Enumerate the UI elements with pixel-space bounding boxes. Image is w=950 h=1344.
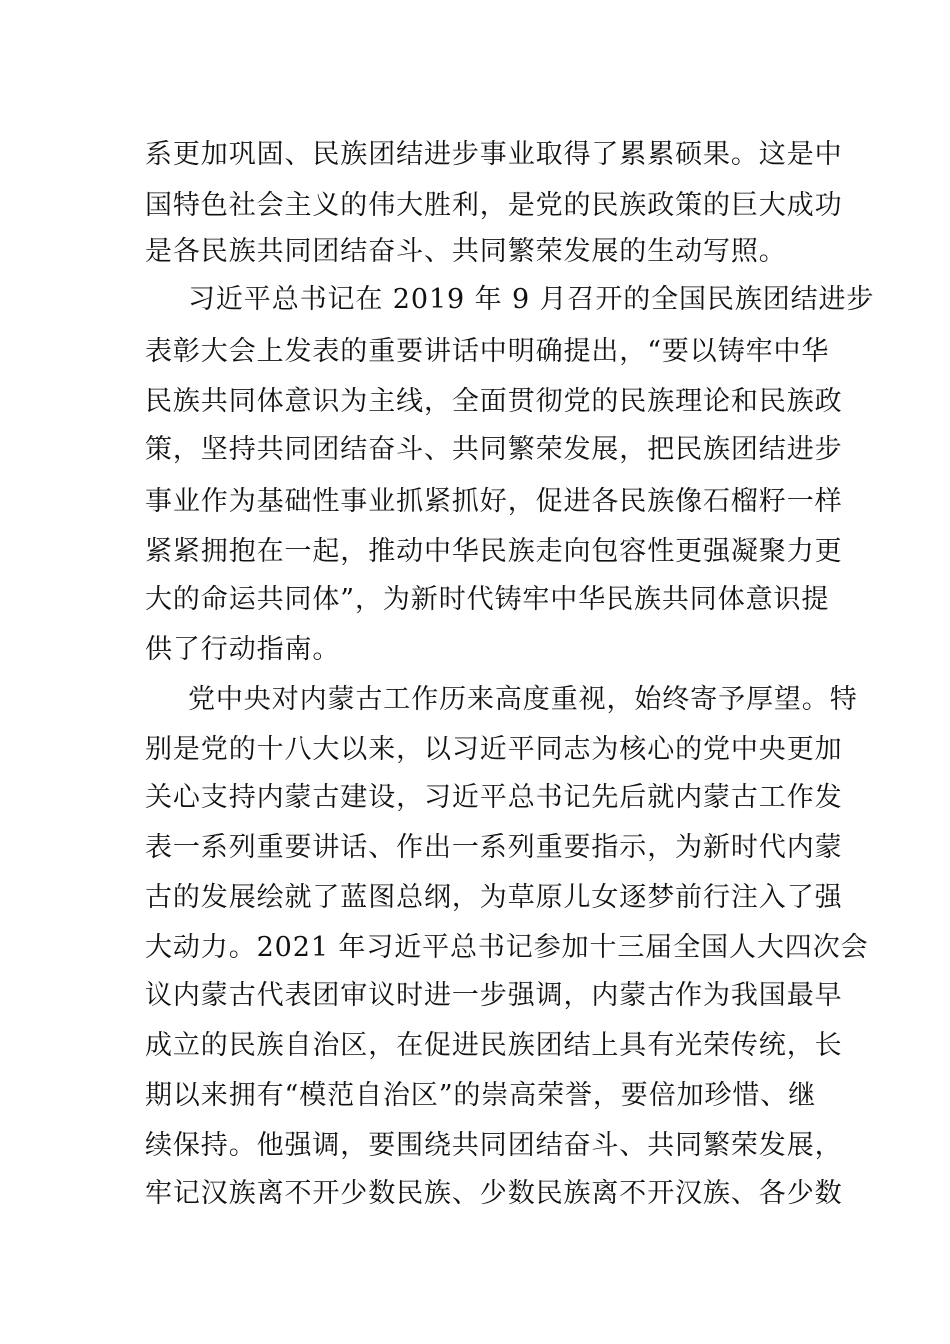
text-line: 大动力。2021 年习近平总书记参加十三届全国人大四次会: [145, 932, 869, 963]
text-line: 民族共同体意识为主线，全面贯彻党的民族理论和民族政: [145, 386, 843, 417]
text-line: 紧紧拥抱在一起，推动中华民族走向包容性更强凝聚力更: [145, 536, 843, 567]
text-line: 期以来拥有“模范自治区”的崇高荣誉，要倍加珍惜、继: [145, 1080, 817, 1111]
text-line: 事业作为基础性事业抓紧抓好，促进各民族像石榴籽一样: [145, 486, 843, 517]
text-line: 关心支持内蒙古建设，习近平总书记先后就内蒙古工作发: [145, 782, 843, 813]
text-line: 表一系列重要讲话、作出一系列重要指示，为新时代内蒙: [145, 832, 843, 863]
text-line: 古的发展绘就了蓝图总纲，为草原儿女逐梦前行注入了强: [145, 882, 843, 913]
text-line: 续保持。他强调，要围绕共同团结奋斗、共同繁荣发展，: [145, 1130, 843, 1161]
text-line: 供了行动指南。: [145, 634, 341, 665]
text-line: 大的命运共同体”，为新时代铸牢中华民族共同体意识提: [145, 584, 830, 615]
text-line: 牢记汉族离不开少数民族、少数民族离不开汉族、各少数: [145, 1178, 843, 1209]
text-line: 系更加巩固、民族团结进步事业取得了累累硕果。这是中: [145, 139, 843, 170]
text-line: 议内蒙古代表团审议时进一步强调，内蒙古作为我国最早: [145, 980, 843, 1011]
text-line: 是各民族共同团结奋斗、共同繁荣发展的生动写照。: [145, 236, 787, 267]
text-line: 表彰大会上发表的重要讲话中明确提出，“要以铸牢中华: [145, 336, 830, 367]
text-line: 别是党的十八大以来，以习近平同志为核心的党中央更加: [145, 734, 843, 765]
paragraph-start-line: 习近平总书记在 2019 年 9 月召开的全国民族团结进步: [188, 284, 875, 315]
text-line: 成立的民族自治区，在促进民族团结上具有光荣传统，长: [145, 1030, 843, 1061]
paragraph-start-line: 党中央对内蒙古工作历来高度重视，始终寄予厚望。特: [188, 684, 858, 715]
text-line: 国特色社会主义的伟大胜利，是党的民族政策的巨大成功: [145, 190, 843, 221]
text-line: 策，坚持共同团结奋斗、共同繁荣发展，把民族团结进步: [145, 434, 843, 465]
